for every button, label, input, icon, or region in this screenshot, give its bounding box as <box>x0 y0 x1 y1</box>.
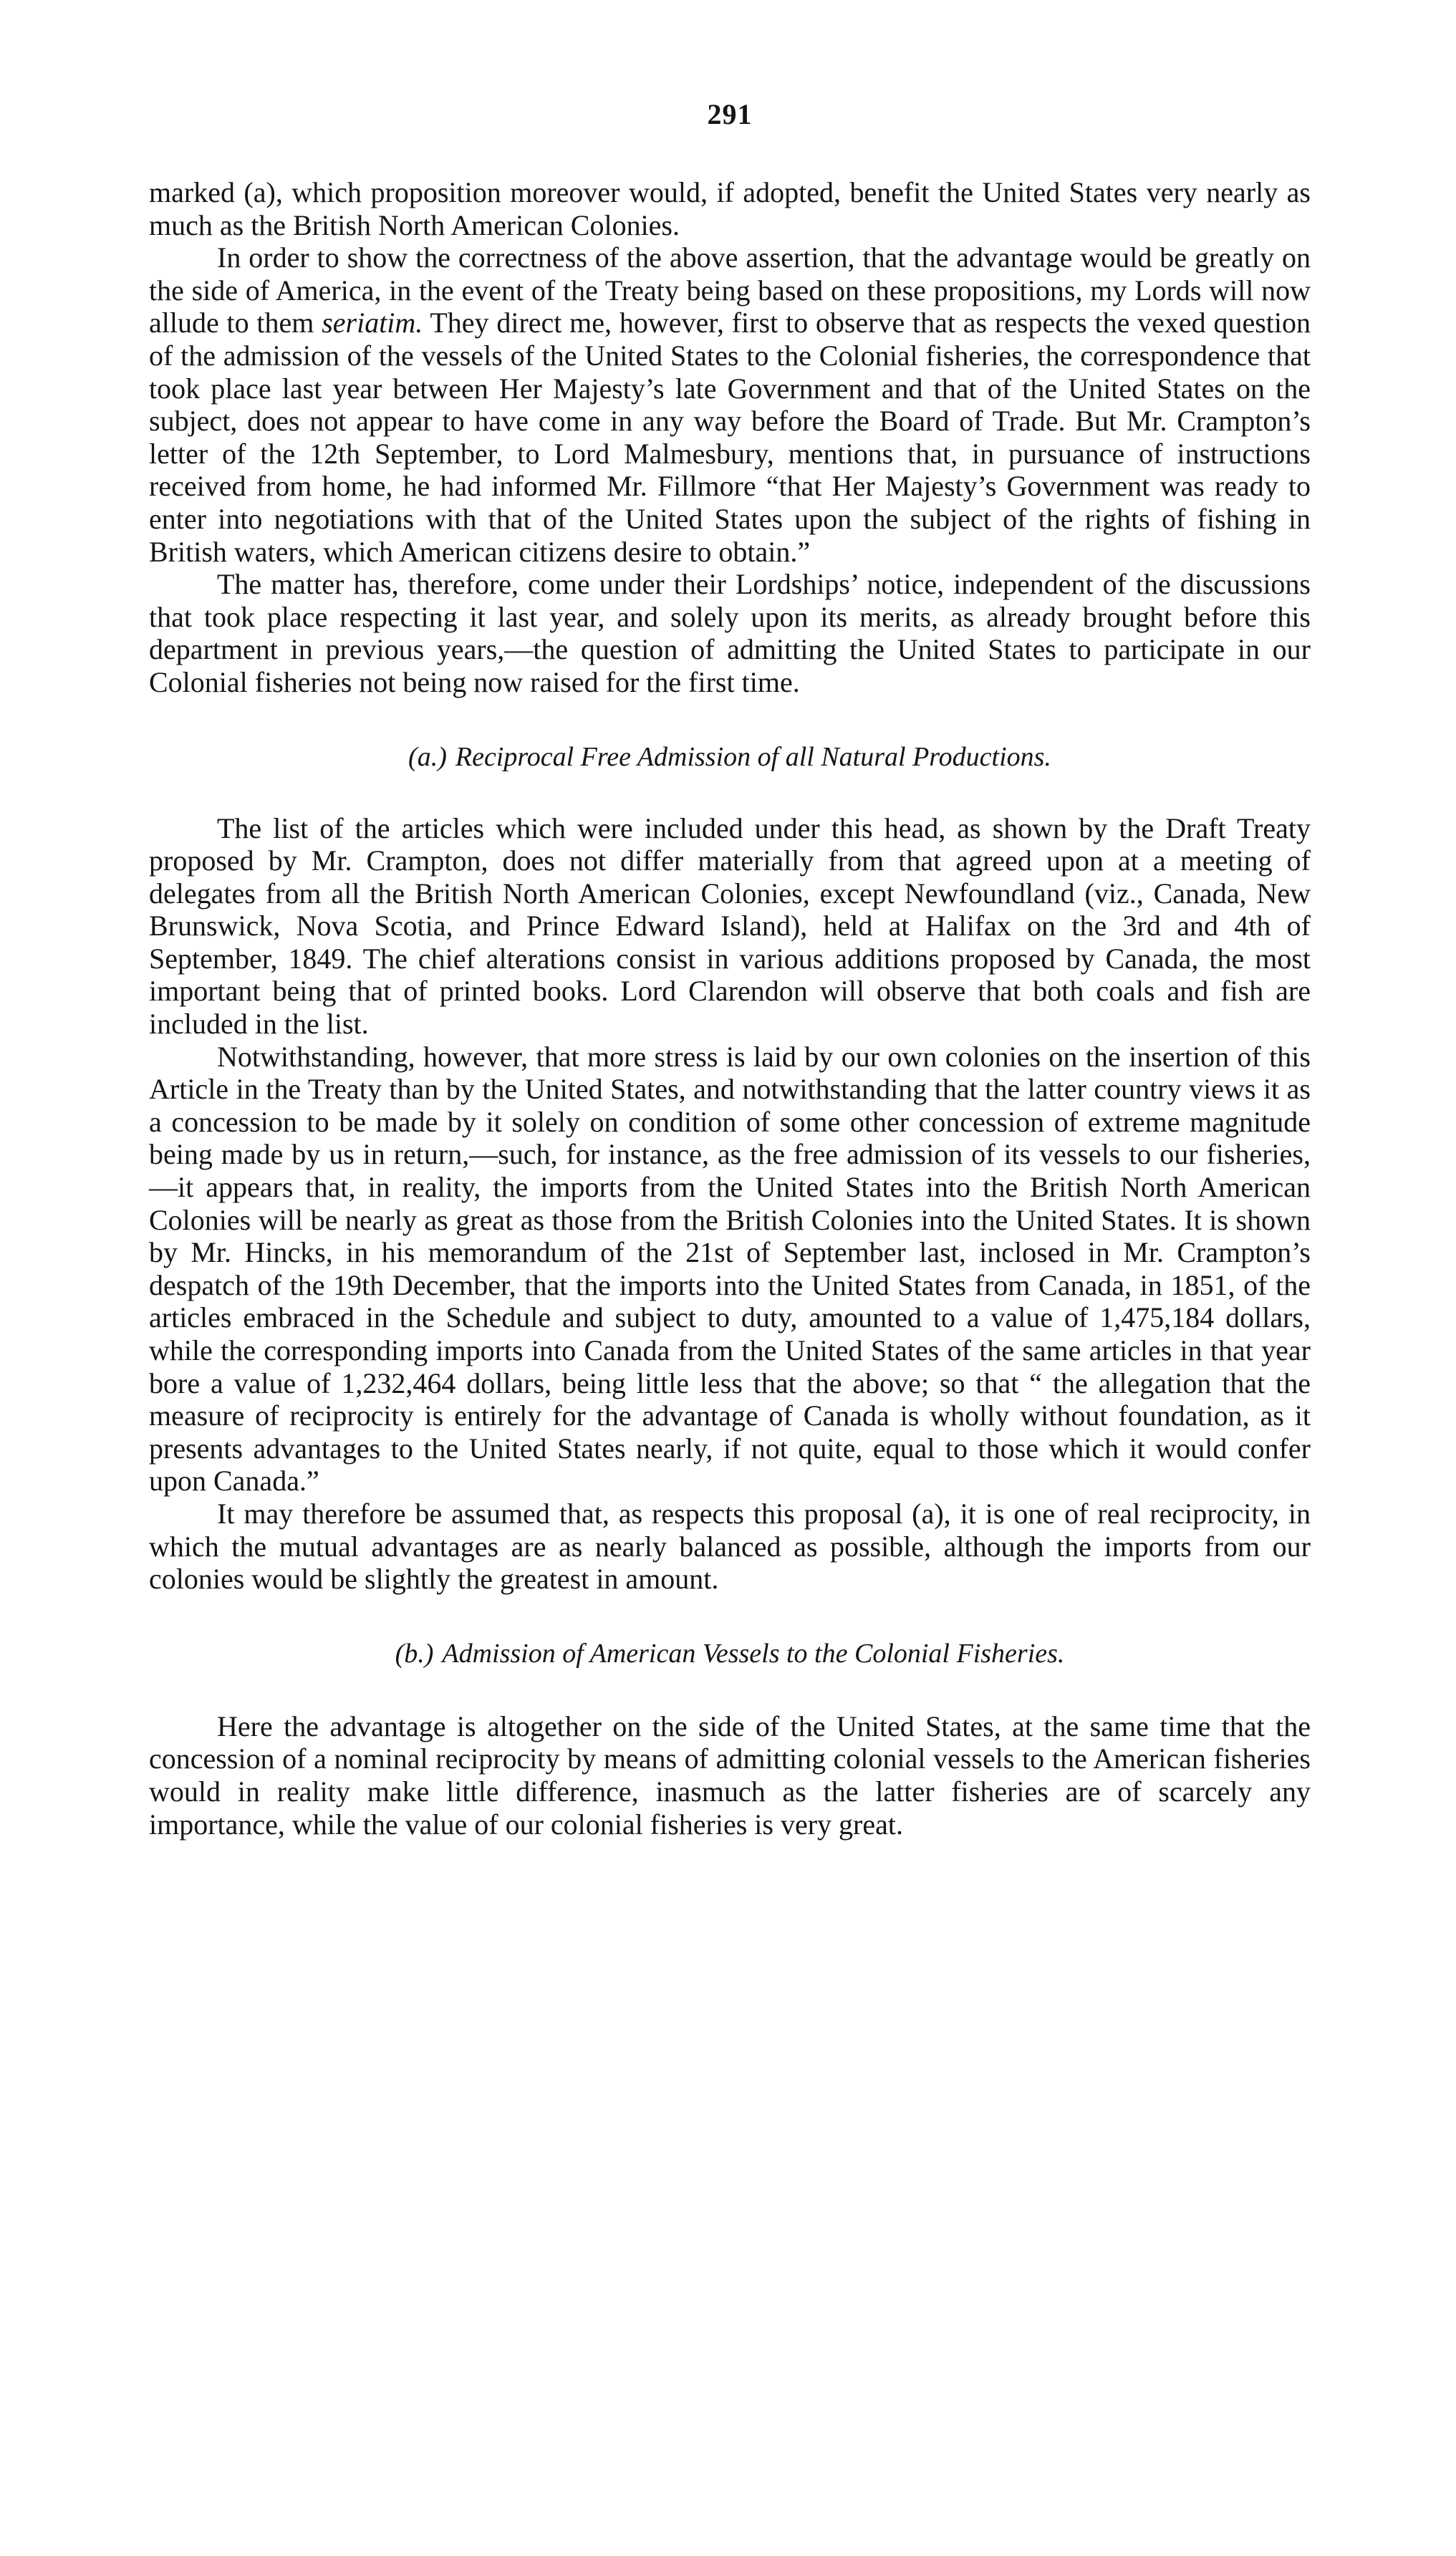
section-heading-a-label: (a.) <box>408 741 447 772</box>
section-heading-a <box>149 742 1311 772</box>
section-heading-b-text: Admission of American Vessels to the Colonial Fisheries. <box>442 1638 1065 1669</box>
paragraph-assertion-text-2: They direct me, however, first to observe that as respects the vexed question of the admission of the vessels of the United States to the Colonial fisheries, the correspondence that took place last year between Her Majesty’s late Government and that of the United States on the subject, does not appear to have come in any way before the Board of Trade. But Mr. Crampton’s letter of the 12th September, to Lord Malmesbury, mentions that, in pursuance of instructions received from home, he had informed Mr. Fillmore “that Her Majesty’s Government was ready to enter into negotiations with that of the United States upon the subject of the rights of fishing in British waters, which American citizens desire to obtain.” <box>149 307 1311 568</box>
section-heading-a-text: Reciprocal Free Admission of all Natural Productions. <box>455 741 1051 772</box>
paragraph-articles-list: The list of the articles which were included under this head, as shown by the Draft Treaty proposed by Mr. Crampton, does not differ materially from that agreed upon at a meeting of delegates from all the British North American Colonies, except Newfoundland (viz., Canada, New Brunswick, Nova Scotia, and Prince Edward Island), held at Halifax on the 3rd and 4th of September, 1849. The chief alterations consist in various additions proposed by Canada, the most important being that of printed books. Lord Clarendon will observe that both coals and fish are included in the list. <box>149 811 1311 1041</box>
paragraph-continuation: marked (a), which proposition moreover would, if adopted, benefit the United States very nearly as much as the British North American Colonies. <box>149 176 1311 241</box>
paragraph-reciprocity: It may therefore be assumed that, as respects this proposal (a), it is one of real reciprocity, in which the mutual advantages are as nearly balanced as possible, although the imports from our colonies would be slightly the greatest in amount. <box>149 1497 1311 1596</box>
document-page <box>149 100 1311 1841</box>
paragraph-assertion-italic: seriatim. <box>322 307 423 339</box>
paragraph-notwithstanding: Notwithstanding, however, that more stress is laid by our own colonies on the insertion of this Article in the Treaty than by the United States, and notwithstanding that the latter country views it as a concession to be made by it solely on condition of some other concession of extreme magnitude being made by us in return,—such, for instance, as the free admission of its vessels to our fisheries,—it appears that, in reality, the imports from the United States into the British North American Colonies will be nearly as great as those from the British Colonies into the United States. It is shown by Mr. Hincks, in his memorandum of the 21st of September last, inclosed in Mr. Crampton’s despatch of the 19th December, that the imports into the United States from Canada, in 1851, of the articles embraced in the Schedule and subject to duty, amounted to a value of 1,475,184 dollars, while the corresponding imports into Canada from the United States of the same articles in that year bore a value of 1,232,464 dollars, being little less that the above; so that “ the allegation that the measure of reciprocity is entirely for the advantage of Canada is wholly without foundation, as it presents advantages to the United States nearly, if not quite, equal to those which it would confer upon Canada.” <box>149 1040 1311 1498</box>
paragraph-assertion-text-1: In order to show the correctness of the above assertion, that the advantage would be greatly on the side of America, in the event of the Treaty being based on these propositions, my Lords will now allude to them <box>149 241 1311 339</box>
section-heading-b <box>149 1639 1311 1669</box>
paragraph-assertion <box>149 241 1311 568</box>
section-heading-b-label: (b.) <box>395 1638 434 1669</box>
page-number: 291 <box>707 98 753 130</box>
paragraph-fisheries-advantage: Here the advantage is altogether on the side of the United States, at the same time that the concession of a nominal reciprocity by means of admitting colonial vessels to the American fisheries would in reality make little difference, inasmuch as the latter fisheries are of scarcely any importance, while the value of our colonial fisheries is very great. <box>149 1709 1311 1841</box>
paragraph-lordships-notice: The matter has, therefore, come under their Lordships’ notice, independent of the discussions that took place respecting it last year, and solely upon its merits, as already brought before this department in previous years,—the question of admitting the United States to participate in our Colonial fisheries not being now raised for the first time. <box>149 568 1311 698</box>
